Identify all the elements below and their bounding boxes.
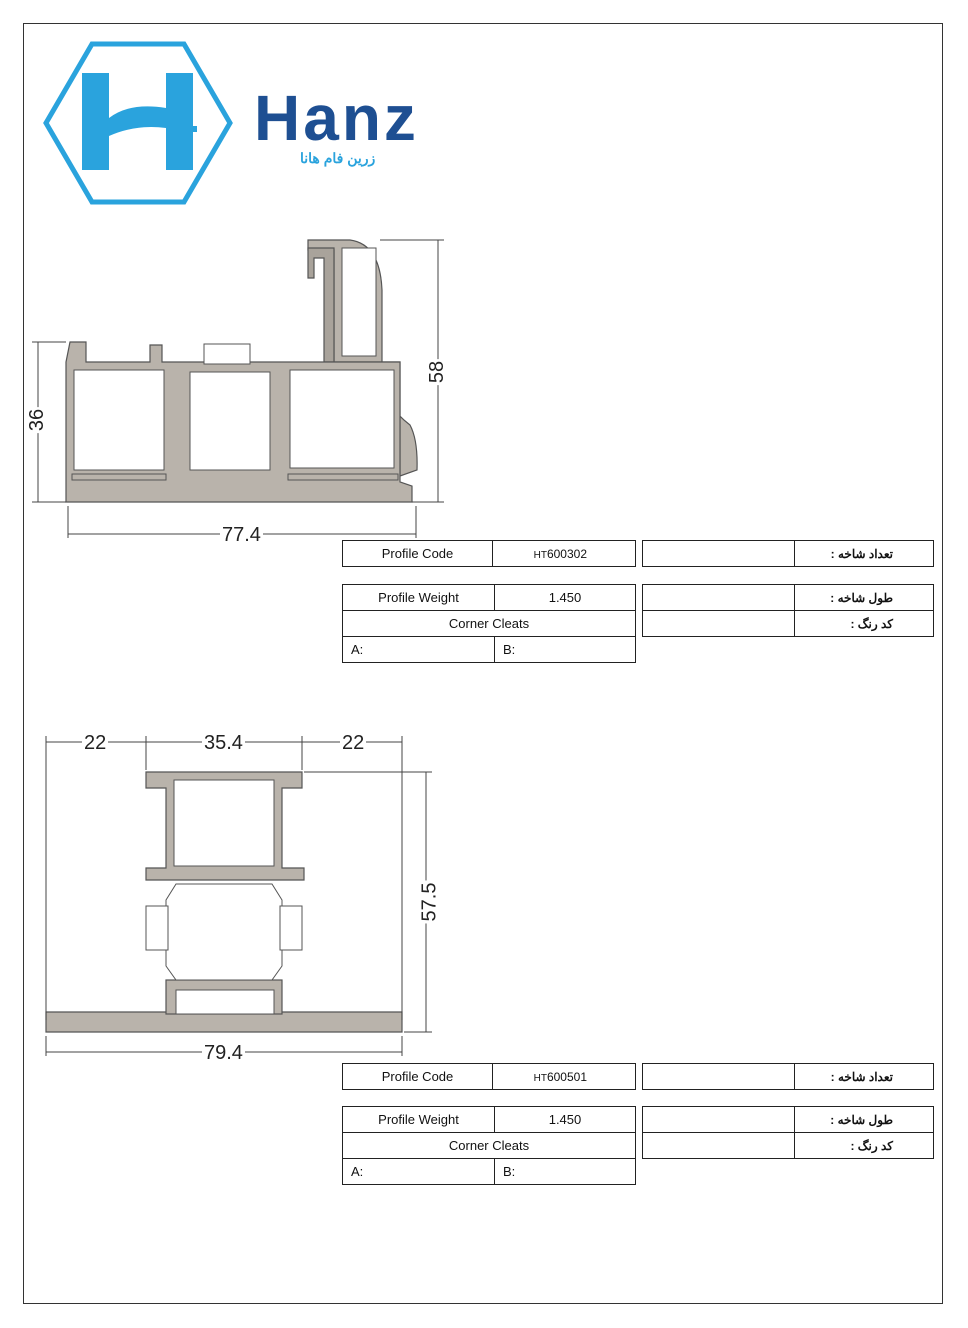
profile-2-drawing xyxy=(0,730,470,1060)
cleat-a-label: A: xyxy=(343,637,495,663)
profile-2-length-table xyxy=(642,1106,934,1159)
count-value-cell xyxy=(643,1064,795,1090)
profile-code-value: 600302 xyxy=(546,546,587,561)
profile-2-width-dim: 79.4 xyxy=(204,1042,243,1064)
profile-code-label: Profile Code xyxy=(343,1064,493,1090)
branch-length-label: طول شاخه : xyxy=(795,585,934,611)
profile-weight-label: Profile Weight xyxy=(343,1107,495,1133)
profile-1-weight-table xyxy=(342,584,636,663)
profile-2-weight-table xyxy=(342,1106,636,1185)
profile-code-label: Profile Code xyxy=(343,541,493,567)
profile-1-length-table xyxy=(642,584,934,637)
branch-count-label: تعداد شاخه : xyxy=(795,541,934,567)
profile-weight-value: 1.450 xyxy=(495,585,636,611)
corner-cleats-label: Corner Cleats xyxy=(343,611,636,637)
profile-1-drawing xyxy=(0,230,470,550)
length-value-cell xyxy=(643,585,795,611)
count-value-cell xyxy=(643,541,795,567)
hanz-logo-icon xyxy=(40,40,236,206)
profile-code-prefix: HT xyxy=(533,549,547,561)
profile-1-code-table xyxy=(342,540,636,567)
color-code-label: کد رنگ : xyxy=(795,1133,934,1159)
brand-name: Hanz xyxy=(254,82,419,154)
profile-2-left-dim: 22 xyxy=(84,732,107,754)
color-value-cell xyxy=(643,611,795,637)
profile-1-height-right-dim: 58 xyxy=(426,360,449,384)
profile-1-height-left-dim: 36 xyxy=(26,408,49,432)
color-code-label: کد رنگ : xyxy=(795,611,934,637)
profile-1-width-dim: 77.4 xyxy=(222,524,261,546)
profile-2-count-table xyxy=(642,1063,934,1090)
profile-code-value: 600501 xyxy=(546,1069,587,1084)
profile-2-middle-dim: 35.4 xyxy=(204,732,243,754)
profile-code-value-cell xyxy=(493,1064,636,1090)
corner-cleats-label: Corner Cleats xyxy=(343,1133,636,1159)
profile-code-prefix: HT xyxy=(533,1072,547,1084)
cleat-b-label: B: xyxy=(495,637,636,663)
profile-weight-value: 1.450 xyxy=(495,1107,636,1133)
brand-subtitle: زرین فام هانا xyxy=(300,150,376,166)
profile-weight-label: Profile Weight xyxy=(343,585,495,611)
length-value-cell xyxy=(643,1107,795,1133)
color-value-cell xyxy=(643,1133,795,1159)
profile-2-code-table xyxy=(342,1063,636,1090)
profile-2-right-dim: 22 xyxy=(342,732,365,754)
profile-1-count-table xyxy=(642,540,934,567)
branch-length-label: طول شاخه : xyxy=(795,1107,934,1133)
profile-2-height-dim: 57.5 xyxy=(418,882,441,922)
cleat-b-label: B: xyxy=(495,1159,636,1185)
branch-count-label: تعداد شاخه : xyxy=(795,1064,934,1090)
cleat-a-label: A: xyxy=(343,1159,495,1185)
profile-code-value-cell xyxy=(493,541,636,567)
